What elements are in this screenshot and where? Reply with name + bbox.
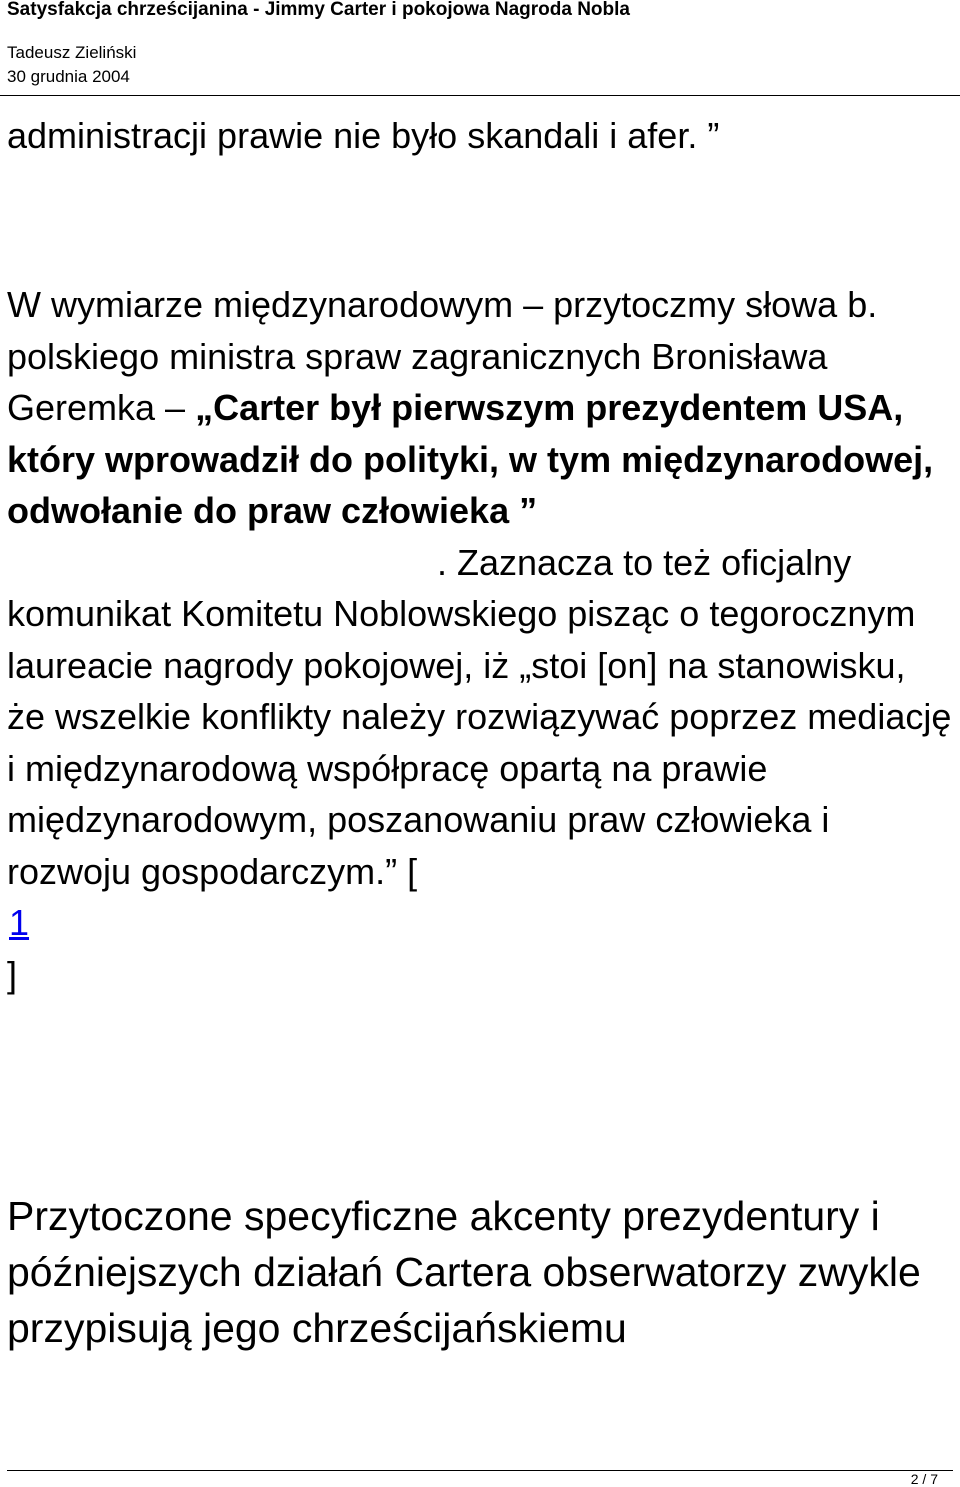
paragraph-2-text-start: W wymiarze międzynarodowym – przytoczmy słowa b. polskiego ministra spraw zagranicznych Bronisława Geremka – <box>7 284 878 428</box>
publication-date: 30 grudnia 2004 <box>7 67 130 86</box>
page-number: 2 / 7 <box>910 1471 938 1487</box>
paragraph-3 <box>7 1188 952 1356</box>
footer-divider <box>7 1470 953 1471</box>
author-name: Tadeusz Zieliński <box>7 43 137 62</box>
paragraph-1-text: administracji prawie nie było skandali i afer. ” <box>7 115 720 156</box>
paragraph-3-text: Przytoczone specyficzne akcenty prezydentury i późniejszych działań Cartera obserwatorzy zwykle przypisują jego chrześcijańskiemu <box>7 1193 921 1351</box>
geremek-quote: „Carter był pierwszym prezydentem USA, który wprowadził do polityki, w tym międzynarodowej, odwołanie do praw człowieka ” <box>7 387 934 531</box>
paragraph-1 <box>7 110 952 162</box>
document-title: Satysfakcja chrześcijanina - Jimmy Carter i pokojowa Nagroda Nobla <box>7 0 630 20</box>
paragraph-2-text-end: . Zaznacza to też oficjalny komunikat Komitetu Noblowskiego pisząc o tegorocznym laureacie nagrody pokojowej, iż „stoi [on] na stanowisku, że wszelkie konflikty należy rozwiązywać poprzez mediację i międzynarodową współpracę opartą na prawie międzynarodowym, poszanowaniu praw człowieka i rozwoju gospodarczym.” [ <box>7 541 952 892</box>
footnote-link[interactable]: 1 <box>9 902 30 943</box>
header-divider <box>0 95 960 96</box>
footnote-close-bracket: ] <box>7 953 18 995</box>
paragraph-2 <box>7 279 952 1000</box>
